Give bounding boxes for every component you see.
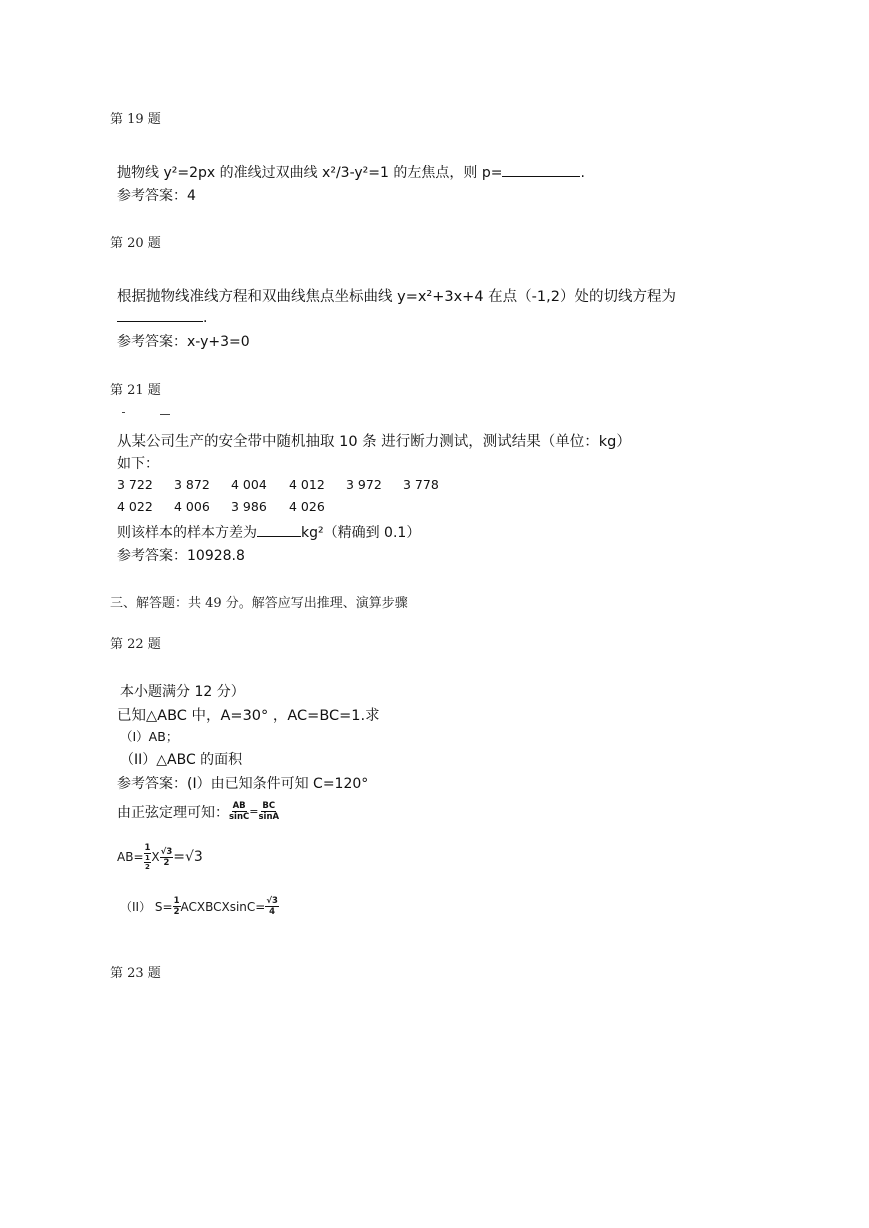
q20-question: 根据抛物线准线方程和双曲线焦点坐标曲线 y=x²+3x+4 在点（-1,2）处的切线方程为 [117, 289, 676, 305]
data-cell: 3 778 [403, 477, 439, 492]
equals-sign: = [249, 805, 259, 818]
q21-answer-blank [257, 524, 301, 537]
q19-heading: 第 19 题 [110, 112, 161, 127]
fraction-denominator: sinC [229, 812, 250, 822]
fraction-denominator: 4 [269, 907, 276, 917]
fraction-denominator: sinA [258, 812, 280, 822]
fraction-root3-over-2 [160, 847, 174, 868]
fraction-denominator: 2 [145, 863, 150, 871]
fraction-root3-over-4 [265, 896, 279, 917]
data-cell: 4 006 [174, 499, 210, 514]
q22-line2: 已知△ABC 中，A=30° ，AC=BC=1.求 [117, 708, 380, 724]
data-cell: 4 012 [289, 477, 325, 492]
q19-question-end: . [580, 165, 585, 181]
data-cell: 3 722 [117, 477, 153, 492]
section-3-title: 三、解答题：共 49 分。解答应写出推理、演算步骤 [110, 596, 408, 611]
q22-line1: 本小题满分 12 分） [120, 684, 245, 700]
q20-blank-end: . [203, 310, 208, 326]
q21-line2: 如下： [117, 456, 159, 472]
times-x: X [151, 850, 160, 864]
q22-answer-line: 参考答案：(I）由已知条件可知 C=120° [117, 776, 369, 792]
data-cell: 3 986 [231, 499, 267, 514]
q19-answer: 参考答案：4 [117, 188, 196, 204]
q21-variance-unit: kg²（精确到 0.1） [301, 525, 421, 541]
fraction-numerator: 1 [145, 854, 150, 862]
data-cell: 4 004 [231, 477, 267, 492]
fraction-one-half [144, 854, 151, 871]
ab-formula-prefix: AB= [117, 850, 144, 864]
q22-line3: （I）AB； [120, 729, 179, 744]
q19-question [117, 162, 585, 182]
area-formula-prefix: （II） S= [120, 900, 173, 914]
q21-variance-text: 则该样本的样本方差为 [117, 525, 257, 541]
fraction-one-half [173, 896, 181, 917]
q21-line1: 从某公司生产的安全带中随机抽取 10 条 进行断力测试，测试结果（单位：kg） [117, 434, 631, 450]
fraction-numerator: √3 [266, 896, 278, 906]
q21-data-row1 [117, 477, 460, 492]
q23-heading: 第 23 题 [110, 966, 161, 981]
fraction-one-over-half [144, 843, 152, 871]
area-formula-middle: ACXBCXsinC= [180, 899, 266, 914]
q19-question-text: 抛物线 y²=2px 的准线过双曲线 x²/3-y²=1 的左焦点，则 p= [117, 165, 503, 181]
fraction-numerator: 1 [144, 843, 151, 853]
q22-sine-rule-text: 由正弦定理可知： [117, 804, 229, 821]
q21-variance-line [117, 522, 420, 542]
q21-answer: 参考答案：10928.8 [117, 548, 245, 564]
q20-heading: 第 20 题 [110, 236, 161, 251]
q22-line4: （II）△ABC 的面积 [120, 752, 243, 768]
q20-blank-line [117, 309, 207, 326]
fraction-numerator: 1 [173, 896, 180, 906]
q22-heading: 第 22 题 [110, 637, 161, 652]
q21-heading: 第 21 题 [110, 383, 161, 398]
data-cell: 4 026 [289, 499, 325, 514]
fraction-numerator: BC [262, 801, 276, 811]
data-cell: 4 022 [117, 499, 153, 514]
fraction-ab-sinc [229, 801, 249, 822]
fraction-bc-sina [258, 801, 279, 822]
fraction-numerator: AB [232, 801, 246, 811]
fraction-numerator: √3 [160, 846, 173, 857]
q20-answer-blank [117, 309, 203, 322]
q19-answer-blank [502, 164, 580, 177]
q20-answer: 参考答案：x-y+3=0 [117, 334, 250, 350]
scan-artifact-dot [122, 412, 125, 413]
q22-sine-rule [117, 801, 279, 822]
data-cell: 3 872 [174, 477, 210, 492]
data-cell: 3 972 [346, 477, 382, 492]
q22-area-formula [120, 896, 279, 917]
ab-formula-result: =√3 [173, 849, 203, 865]
fraction-denominator: 2 [163, 857, 170, 868]
q22-ab-formula [117, 843, 203, 871]
q21-data-row2 [117, 499, 346, 514]
scan-artifact-line [160, 414, 170, 415]
fraction-denominator: 2 [173, 907, 180, 917]
